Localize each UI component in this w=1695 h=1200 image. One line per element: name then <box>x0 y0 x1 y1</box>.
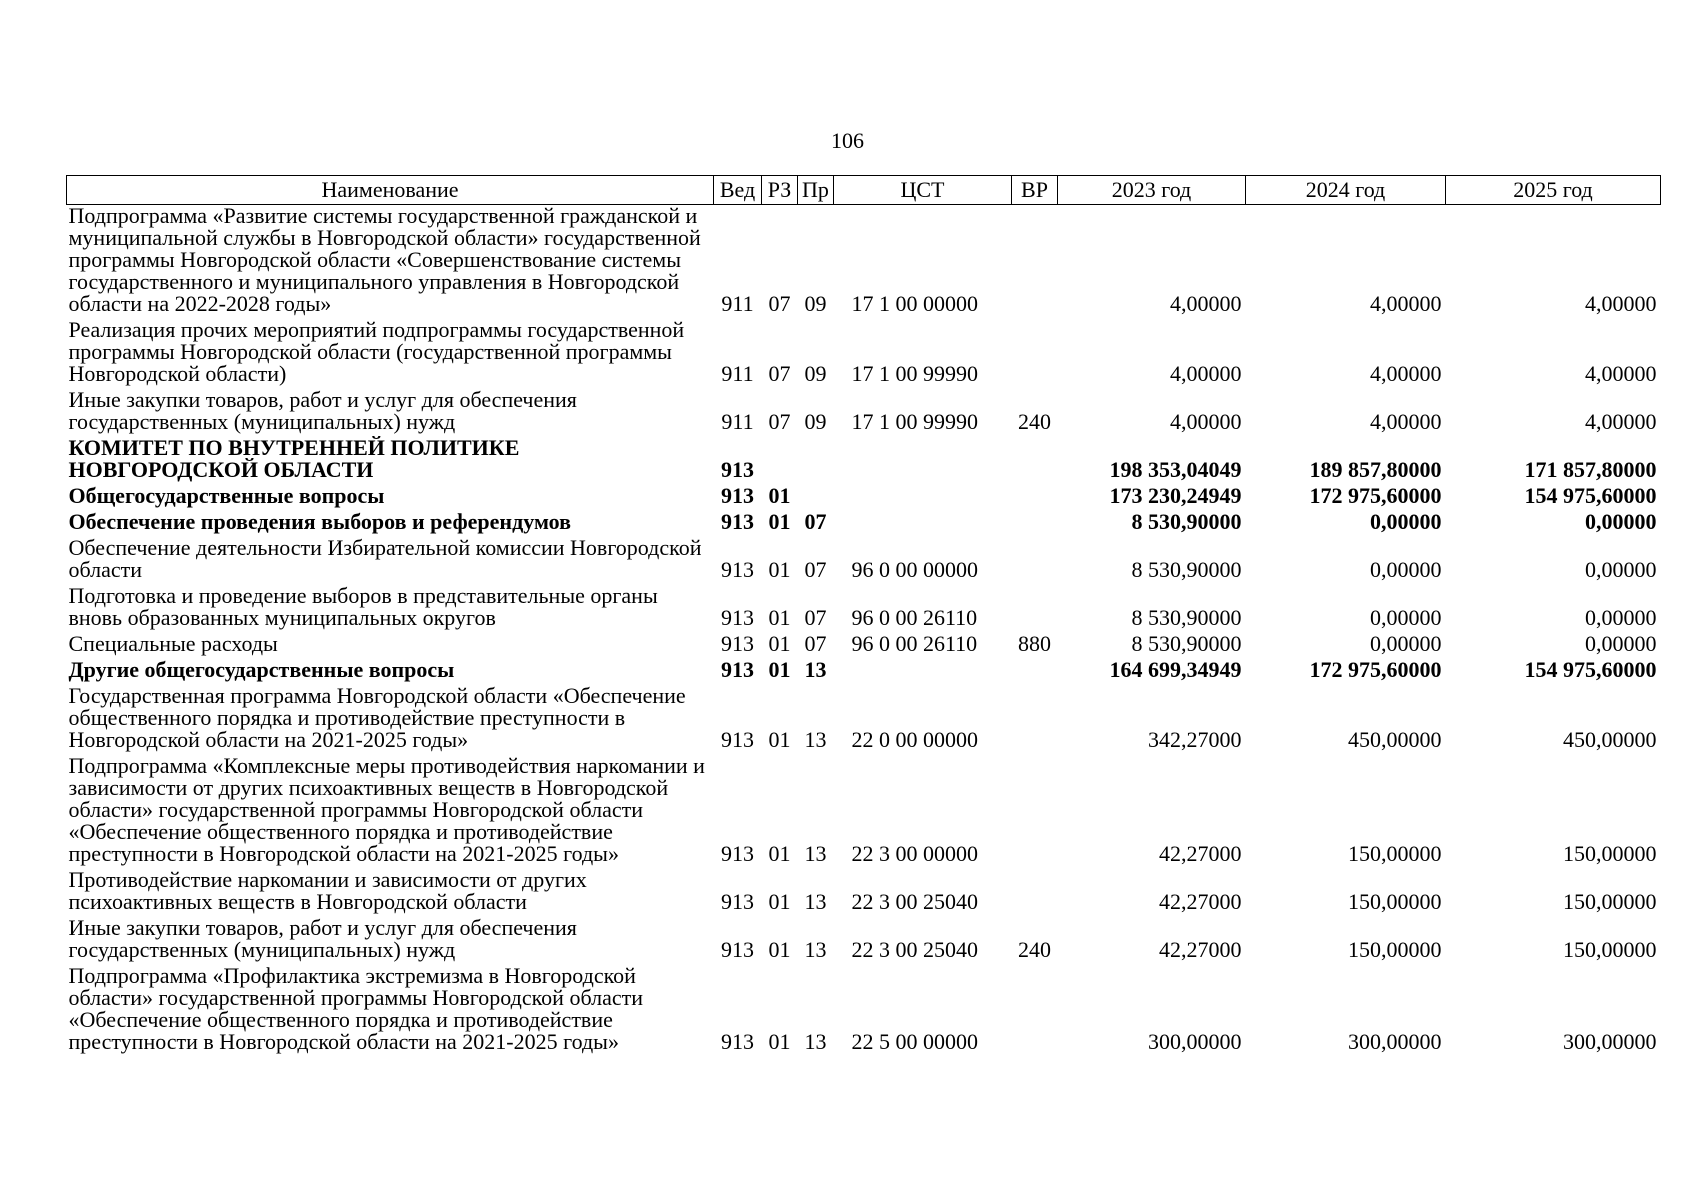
row-2023: 42,27000 <box>1159 841 1242 866</box>
row-ved: 913 <box>721 841 754 866</box>
row-name: Обеспечение деятельности Избирательной комиссии Новгородской области <box>68 535 702 582</box>
row-cst: 96 0 00 26110 <box>851 605 978 630</box>
row-cst: 22 3 00 25040 <box>851 937 978 962</box>
row-2023: 173 230,24949 <box>1109 483 1242 508</box>
row-cst <box>834 659 1012 685</box>
row-vr: 240 <box>1018 937 1051 962</box>
row-vr <box>1012 437 1058 485</box>
table-row <box>67 869 1661 917</box>
row-rz: 01 <box>768 605 791 630</box>
row-cst: 96 0 00 26110 <box>851 631 978 656</box>
row-2023: 4,00000 <box>1170 409 1242 434</box>
budget-table <box>66 175 1661 1057</box>
row-ved: 913 <box>721 889 754 914</box>
row-ved: 913 <box>721 727 754 752</box>
row-name: Обеспечение проведения выборов и референдумов <box>68 509 571 534</box>
row-cst: 22 0 00 00000 <box>851 727 978 752</box>
row-rz: 07 <box>768 361 791 386</box>
row-ved: 913 <box>721 937 754 962</box>
row-cst: 22 5 00 00000 <box>851 1029 978 1054</box>
row-ved: 911 <box>721 361 754 386</box>
row-pr: 09 <box>804 361 827 386</box>
row-2023: 8 530,90000 <box>1131 631 1242 656</box>
row-pr: 13 <box>804 841 827 866</box>
row-2024: 0,00000 <box>1370 605 1442 630</box>
table-row <box>67 485 1661 511</box>
row-cst: 17 1 00 99990 <box>851 361 978 386</box>
table-row <box>67 205 1661 320</box>
row-vr <box>1012 205 1058 320</box>
row-pr <box>798 485 834 511</box>
row-rz: 01 <box>768 509 791 534</box>
row-name: Общегосударственные вопросы <box>68 483 385 508</box>
row-pr <box>798 437 834 485</box>
header-name: Наименование <box>67 176 714 205</box>
header-2023: 2023 год <box>1058 176 1246 205</box>
row-rz: 01 <box>768 483 791 508</box>
row-2024: 172 975,60000 <box>1309 657 1442 682</box>
row-name: Подпрограмма «Профилактика экстремизма в Новгородской области» государственной программы Новгородской области «Обеспечение общественного порядка и противодействие преступности в Новгородской области на 2021-2025 годы» <box>68 963 643 1054</box>
table-row <box>67 585 1661 633</box>
row-2024: 150,00000 <box>1348 889 1442 914</box>
table-row <box>67 659 1661 685</box>
row-name: Иные закупки товаров, работ и услуг для обеспечения государственных (муниципальных) нужд <box>68 387 577 434</box>
row-pr: 07 <box>804 509 827 534</box>
table-row <box>67 755 1661 869</box>
row-name: Подпрограмма «Развитие системы государственной гражданской и муниципальной службы в Новгородской области» государственной программы Новгородской области «Совершенствование системы государственного и муниципального управления в Новгородской области на 2022-2028 годы» <box>68 203 701 316</box>
row-rz: 07 <box>768 409 791 434</box>
row-vr <box>1012 485 1058 511</box>
row-pr: 13 <box>804 657 827 682</box>
row-2024: 0,00000 <box>1370 509 1442 534</box>
row-name: КОМИТЕТ ПО ВНУТРЕННЕЙ ПОЛИТИКЕ НОВГОРОДСКОЙ ОБЛАСТИ <box>68 435 520 482</box>
row-2025: 450,00000 <box>1563 727 1657 752</box>
row-name: Подготовка и проведение выборов в представительные органы вновь образованных муниципальных округов <box>68 583 658 630</box>
row-ved: 913 <box>721 457 754 482</box>
row-name: Иные закупки товаров, работ и услуг для обеспечения государственных (муниципальных) нужд <box>68 915 577 962</box>
row-2025: 4,00000 <box>1585 291 1657 316</box>
row-2025: 0,00000 <box>1585 605 1657 630</box>
row-ved: 911 <box>721 291 754 316</box>
row-name: Специальные расходы <box>68 631 278 656</box>
row-ved: 913 <box>721 631 754 656</box>
header-2024: 2024 год <box>1246 176 1446 205</box>
row-2025: 0,00000 <box>1585 557 1657 582</box>
row-2025: 4,00000 <box>1585 409 1657 434</box>
row-ved: 913 <box>721 657 754 682</box>
row-ved: 913 <box>721 605 754 630</box>
row-cst <box>834 511 1012 537</box>
row-2023: 342,27000 <box>1148 727 1242 752</box>
table-row <box>67 917 1661 965</box>
row-2023: 4,00000 <box>1170 361 1242 386</box>
row-vr <box>1012 319 1058 389</box>
row-2025: 150,00000 <box>1563 841 1657 866</box>
row-2025: 154 975,60000 <box>1524 657 1657 682</box>
table-row <box>67 437 1661 485</box>
row-2025: 0,00000 <box>1585 631 1657 656</box>
row-name: Реализация прочих мероприятий подпрограммы государственной программы Новгородской области (государственной программы Новгородской области) <box>68 317 685 386</box>
row-cst: 17 1 00 00000 <box>851 291 978 316</box>
row-pr: 07 <box>804 631 827 656</box>
row-2023: 164 699,34949 <box>1109 657 1242 682</box>
row-pr: 13 <box>804 937 827 962</box>
row-2023: 8 530,90000 <box>1131 557 1242 582</box>
row-rz: 01 <box>768 727 791 752</box>
row-vr: 880 <box>1018 631 1051 656</box>
row-2023: 42,27000 <box>1159 889 1242 914</box>
table-row <box>67 319 1661 389</box>
row-2023: 8 530,90000 <box>1131 509 1242 534</box>
row-2023: 300,00000 <box>1148 1029 1242 1054</box>
row-pr: 13 <box>804 727 827 752</box>
row-vr <box>1012 659 1058 685</box>
row-ved: 913 <box>721 509 754 534</box>
row-ved: 911 <box>721 409 754 434</box>
table-row <box>67 633 1661 659</box>
row-name: Другие общегосударственные вопросы <box>68 657 455 682</box>
row-2025: 171 857,80000 <box>1524 457 1657 482</box>
row-2024: 0,00000 <box>1370 631 1442 656</box>
row-2024: 300,00000 <box>1348 1029 1442 1054</box>
row-2024: 4,00000 <box>1370 361 1442 386</box>
row-ved: 913 <box>721 557 754 582</box>
row-rz: 01 <box>768 937 791 962</box>
row-cst: 17 1 00 99990 <box>851 409 978 434</box>
header-rz: РЗ <box>762 176 798 205</box>
table-row <box>67 537 1661 585</box>
row-vr <box>1012 755 1058 869</box>
row-2025: 154 975,60000 <box>1524 483 1657 508</box>
row-pr: 09 <box>804 291 827 316</box>
row-name: Государственная программа Новгородской области «Обеспечение общественного порядка и противодействие преступности в Новгородской области на 2021-2025 годы» <box>68 683 686 752</box>
row-rz: 01 <box>768 1029 791 1054</box>
row-cst: 96 0 00 00000 <box>851 557 978 582</box>
row-2025: 0,00000 <box>1585 509 1657 534</box>
header-ved: Вед <box>714 176 762 205</box>
row-2025: 150,00000 <box>1563 937 1657 962</box>
row-pr: 13 <box>804 1029 827 1054</box>
header-vr: ВР <box>1012 176 1058 205</box>
row-pr: 13 <box>804 889 827 914</box>
row-name: Противодействие наркомании и зависимости от других психоактивных веществ в Новгородской области <box>68 867 587 914</box>
row-2024: 450,00000 <box>1348 727 1442 752</box>
row-vr <box>1012 869 1058 917</box>
row-ved: 913 <box>721 1029 754 1054</box>
row-2023: 42,27000 <box>1159 937 1242 962</box>
row-2024: 189 857,80000 <box>1309 457 1442 482</box>
row-pr: 07 <box>804 605 827 630</box>
row-name: Подпрограмма «Комплексные меры противодействия наркомании и зависимости от других психоактивных веществ в Новгородской области» государственной программы Новгородской области «Обеспечение общественного порядка и противодействие преступности в Новгородской области на 2021-2025 годы» <box>68 753 705 866</box>
table-header-row <box>67 176 1661 205</box>
row-2025: 4,00000 <box>1585 361 1657 386</box>
row-vr: 240 <box>1018 409 1051 434</box>
row-pr: 07 <box>804 557 827 582</box>
row-2025: 300,00000 <box>1563 1029 1657 1054</box>
row-2024: 150,00000 <box>1348 937 1442 962</box>
row-rz: 01 <box>768 889 791 914</box>
row-2024: 0,00000 <box>1370 557 1442 582</box>
row-rz: 01 <box>768 841 791 866</box>
row-2023: 4,00000 <box>1170 291 1242 316</box>
row-2023: 8 530,90000 <box>1131 605 1242 630</box>
row-rz: 01 <box>768 657 791 682</box>
row-vr <box>1012 685 1058 755</box>
header-cst: ЦСТ <box>834 176 1012 205</box>
row-2024: 150,00000 <box>1348 841 1442 866</box>
row-vr <box>1012 965 1058 1057</box>
row-2025: 150,00000 <box>1563 889 1657 914</box>
table-row <box>67 965 1661 1057</box>
row-rz: 01 <box>768 557 791 582</box>
row-vr <box>1012 537 1058 585</box>
row-2024: 4,00000 <box>1370 291 1442 316</box>
row-rz: 07 <box>768 291 791 316</box>
page-number: 106 <box>831 128 864 153</box>
header-pr: Пр <box>798 176 834 205</box>
header-2025: 2025 год <box>1446 176 1661 205</box>
row-rz: 01 <box>768 631 791 656</box>
row-cst <box>834 485 1012 511</box>
row-2024: 4,00000 <box>1370 409 1442 434</box>
row-cst: 22 3 00 00000 <box>851 841 978 866</box>
row-ved: 913 <box>721 483 754 508</box>
row-cst: 22 3 00 25040 <box>851 889 978 914</box>
row-2024: 172 975,60000 <box>1309 483 1442 508</box>
row-vr <box>1012 511 1058 537</box>
row-vr <box>1012 585 1058 633</box>
table-row <box>67 389 1661 437</box>
row-cst <box>834 437 1012 485</box>
row-rz <box>762 437 798 485</box>
row-2023: 198 353,04049 <box>1109 457 1242 482</box>
table-row <box>67 685 1661 755</box>
row-pr: 09 <box>804 409 827 434</box>
table-row <box>67 511 1661 537</box>
